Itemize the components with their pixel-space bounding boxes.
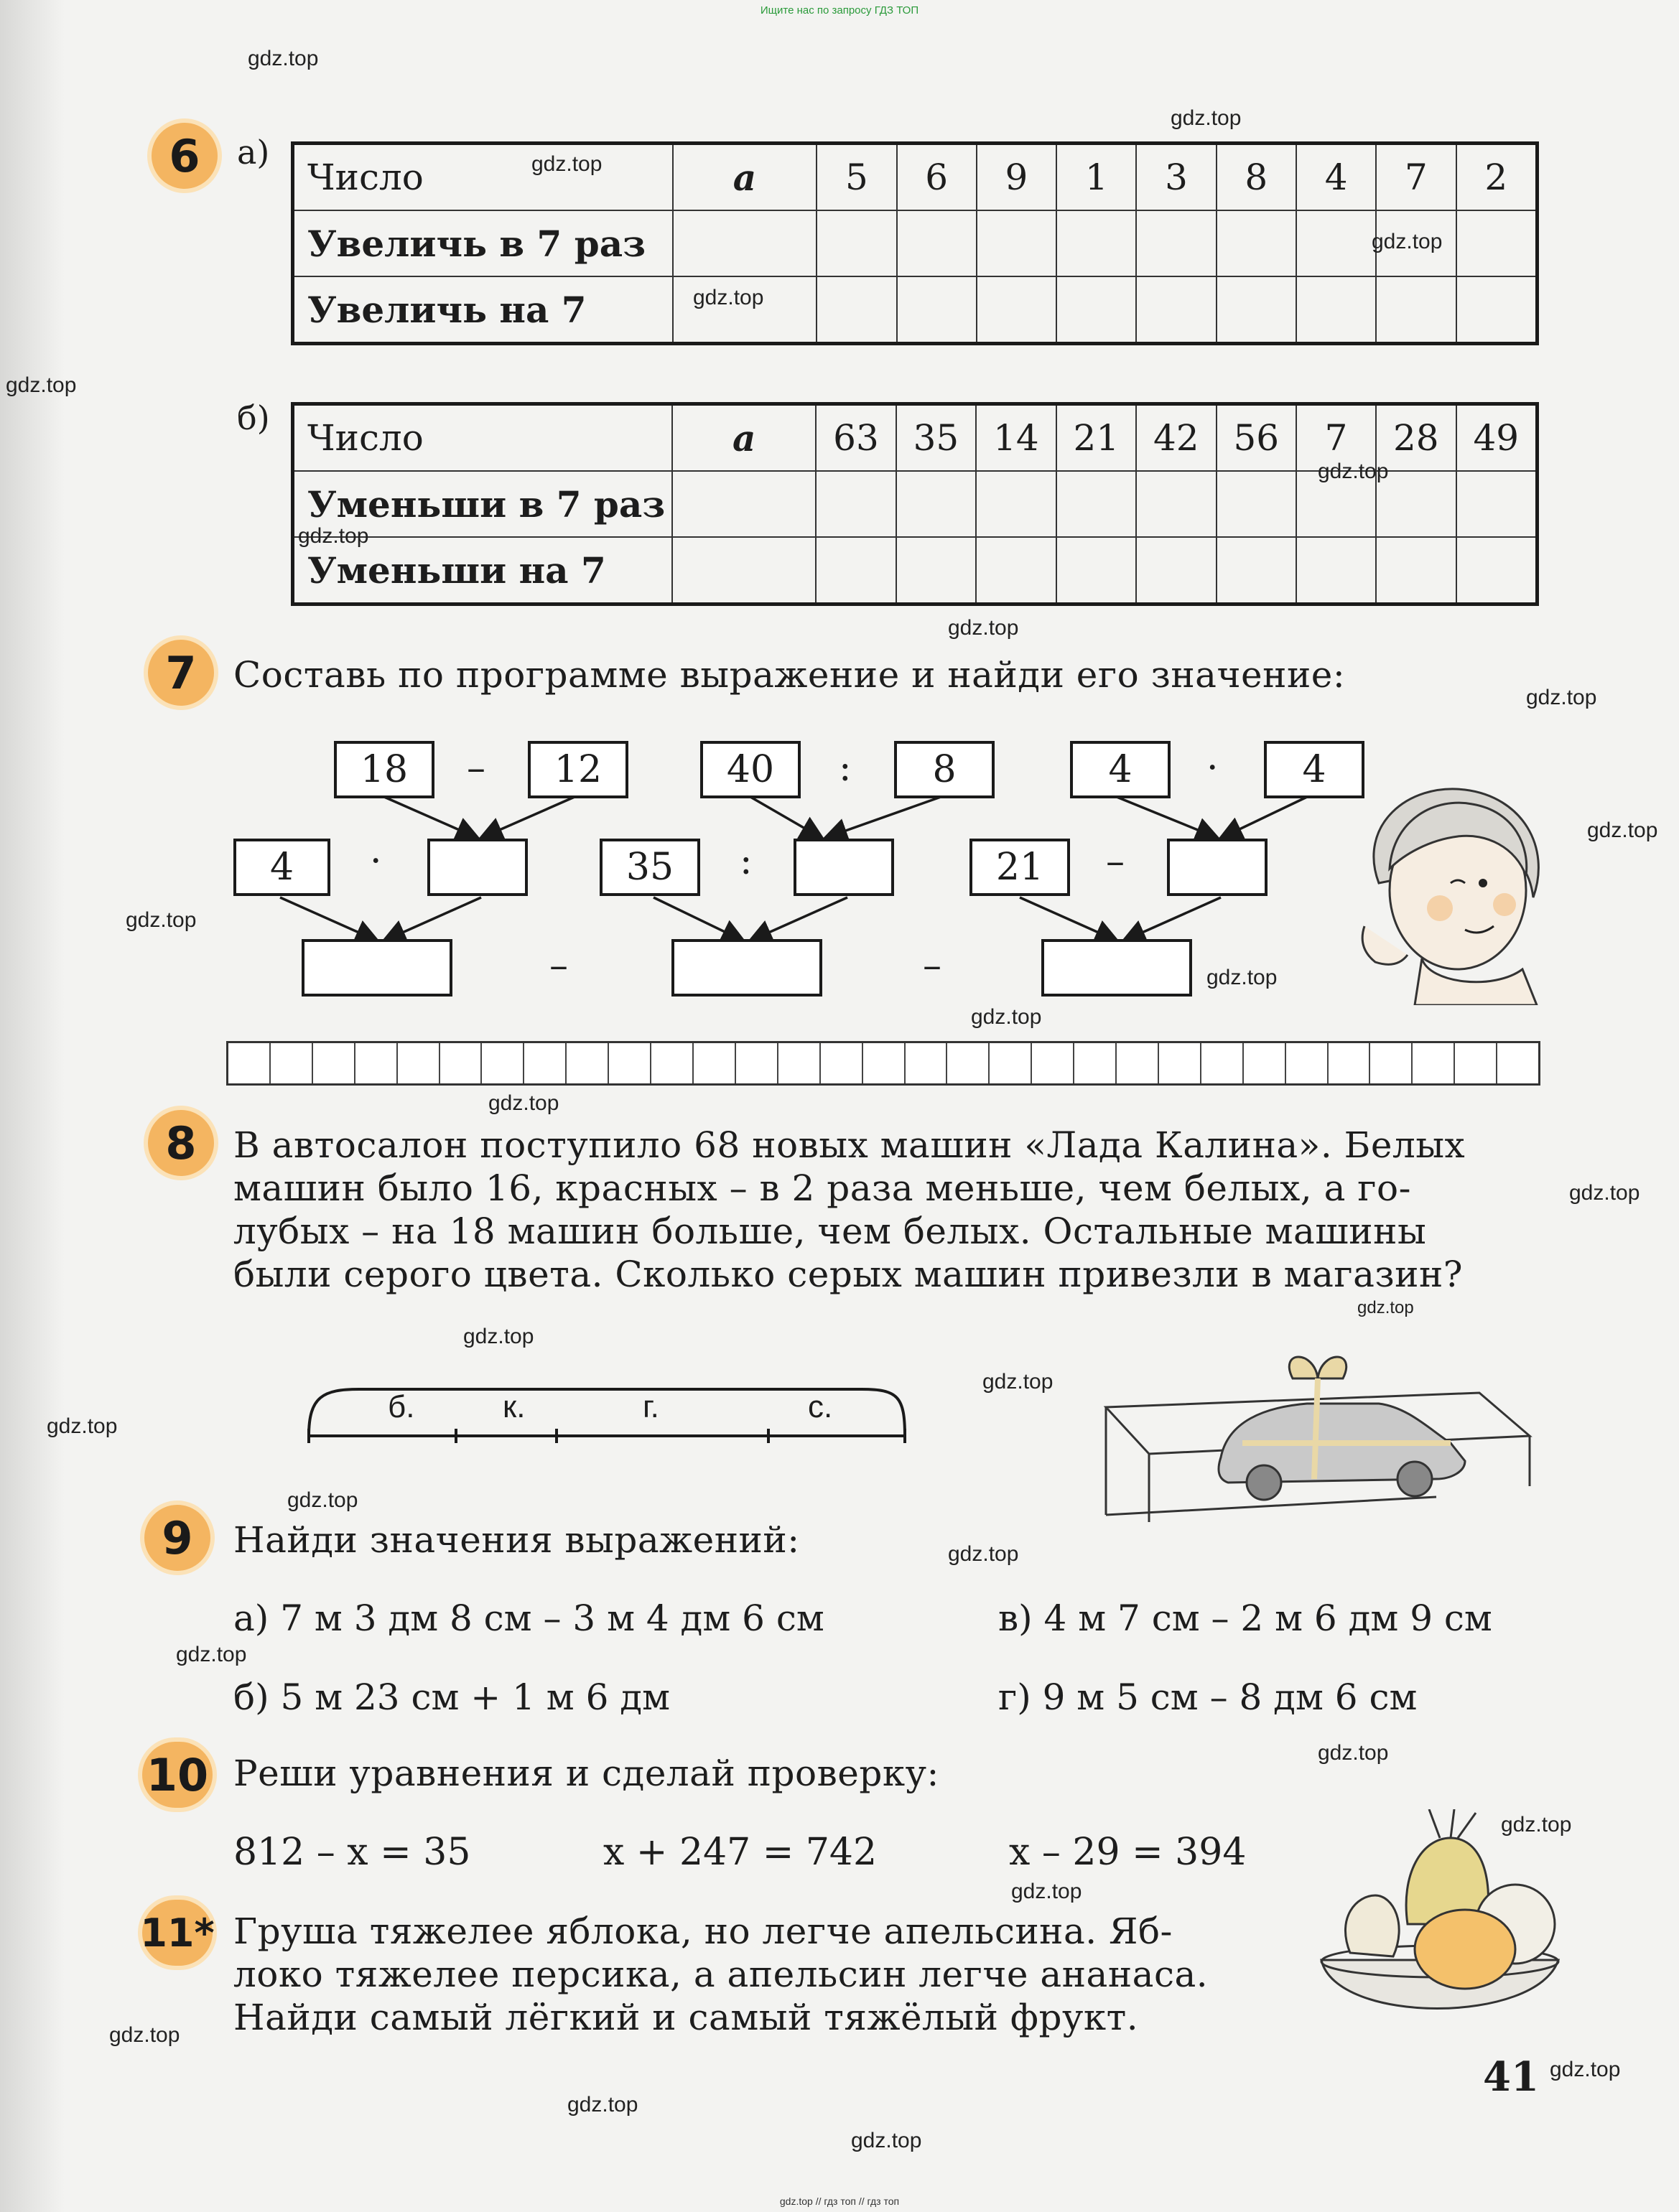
task8-badge: 8 [144, 1106, 218, 1180]
task9-b: б) 5 м 23 см + 1 м 6 дм [233, 1676, 670, 1718]
watermark: gdz.top [693, 286, 764, 309]
value-cell: 42 [1136, 404, 1216, 472]
watermark: gdz.top [1011, 1880, 1082, 1903]
value-cell: 1 [1056, 144, 1136, 211]
task10-eq1: 812 – x = 35 [233, 1831, 471, 1874]
task8-line2: машин было 16, красных – в 2 раза меньше, чем белых, а го- [233, 1167, 1411, 1209]
strip-cell[interactable] [1455, 1043, 1497, 1083]
task10-eq2: x + 247 = 742 [603, 1831, 878, 1874]
watermark: gdz.top [1318, 459, 1389, 483]
operator: – [1106, 840, 1125, 883]
answer-box[interactable] [1167, 839, 1268, 896]
value-cell: 2 [1456, 144, 1538, 211]
strip-cell[interactable] [440, 1043, 483, 1083]
value-cell: 63 [816, 404, 896, 472]
task9-text: Найди значения выражений: [233, 1519, 800, 1561]
watermark: gdz.top [567, 2093, 638, 2117]
strip-cell[interactable] [1117, 1043, 1159, 1083]
page-number: 41 [1483, 2053, 1539, 2101]
watermark: gdz.top [6, 373, 77, 397]
program-box: 8 [894, 741, 995, 798]
watermark: gdz.top [851, 2129, 922, 2152]
value-cell: 7 [1376, 144, 1456, 211]
program-box: 35 [600, 839, 700, 896]
value-cell: 4 [1296, 144, 1376, 211]
task11-line3: Найди самый лёгкий и самый тяжёлый фрукт. [233, 1997, 1139, 2038]
segment-label: б. [388, 1389, 415, 1424]
task6-badge: 6 [147, 118, 222, 193]
strip-cell[interactable] [228, 1043, 271, 1083]
task7-text: Составь по программе выражение и найди его значение: [233, 654, 1346, 696]
strip-cell[interactable] [736, 1043, 778, 1083]
program-box: 4 [1070, 741, 1171, 798]
watermark: gdz.top [463, 1325, 534, 1348]
task10-text: Реши уравнения и сделай проверку: [233, 1753, 939, 1794]
strip-cell[interactable] [567, 1043, 609, 1083]
task6b-label: б) [237, 398, 270, 437]
task10-badge: 10 [138, 1737, 217, 1812]
strip-cell[interactable] [1286, 1043, 1329, 1083]
watermark: gdz.top [287, 1488, 358, 1512]
top-banner[interactable]: Ищите нас по запросу ГДЗ ТОП [760, 4, 919, 17]
answer-strip[interactable] [226, 1041, 1540, 1086]
strip-cell[interactable] [609, 1043, 651, 1083]
strip-cell[interactable] [1032, 1043, 1074, 1083]
strip-cell[interactable] [651, 1043, 694, 1083]
answer-box[interactable] [671, 939, 822, 997]
strip-cell[interactable] [355, 1043, 398, 1083]
watermark: gdz.top [1372, 230, 1443, 253]
segment-label: к. [503, 1389, 526, 1424]
value-cell: 8 [1217, 144, 1296, 211]
watermark: gdz.top [948, 616, 1019, 640]
strip-cell[interactable] [990, 1043, 1032, 1083]
value-cell: 56 [1217, 404, 1296, 472]
strip-cell[interactable] [821, 1043, 863, 1083]
girl-illustration [1350, 783, 1566, 1005]
operator: · [370, 840, 382, 883]
segment-label: с. [808, 1389, 833, 1424]
operator: · [1206, 747, 1219, 790]
segment-label: г. [643, 1389, 659, 1424]
value-cell: 6 [897, 144, 977, 211]
watermark: gdz.top [47, 1414, 118, 1438]
bottom-banner[interactable]: gdz.top // гдз топ // гдз топ [779, 2195, 900, 2207]
task9-v: в) 4 м 7 см – 2 м 6 дм 9 см [998, 1597, 1492, 1639]
task11-line1: Груша тяжелее яблока, но легче апельсина. Яб- [233, 1910, 1173, 1952]
value-cell: 7 [1296, 404, 1376, 472]
program-box: 4 [1264, 741, 1364, 798]
task9-badge: 9 [140, 1501, 215, 1575]
watermark: gdz.top [1526, 686, 1597, 709]
fruit-bowl-illustration [1307, 1809, 1573, 2053]
answer-box[interactable] [302, 939, 452, 997]
strip-cell[interactable] [1370, 1043, 1413, 1083]
watermark: gdz.top [1318, 1741, 1389, 1765]
watermark: gdz.top [248, 47, 319, 70]
task8-line1: В автосалон поступило 68 новых машин «Лада Калина». Белых [233, 1124, 1466, 1166]
strip-cell[interactable] [947, 1043, 990, 1083]
program-box: 18 [334, 741, 434, 798]
strip-cell[interactable] [1201, 1043, 1244, 1083]
watermark: gdz.top [1501, 1813, 1572, 1837]
car-gift-illustration [1077, 1335, 1537, 1536]
variable-cell: a [672, 404, 816, 472]
value-cell: 9 [977, 144, 1056, 211]
strip-cell[interactable] [863, 1043, 906, 1083]
row-head: Уменьши на 7 [293, 537, 673, 605]
watermark: gdz.top [1206, 966, 1278, 989]
strip-cell[interactable] [398, 1043, 440, 1083]
watermark: gdz.top [948, 1542, 1019, 1566]
watermark: gdz.top [1569, 1181, 1640, 1205]
watermark: gdz.top [488, 1091, 559, 1115]
strip-cell[interactable] [1159, 1043, 1201, 1083]
program-box: 4 [233, 839, 330, 896]
task6a-label: а) [237, 133, 270, 172]
strip-cell[interactable] [1497, 1043, 1538, 1083]
strip-cell[interactable] [1074, 1043, 1117, 1083]
answer-box[interactable] [794, 839, 894, 896]
strip-cell[interactable] [313, 1043, 355, 1083]
value-cell: 21 [1056, 404, 1136, 472]
task8-line3: лубых – на 18 машин больше, чем белых. Остальные машины [233, 1210, 1427, 1252]
value-cell: 28 [1376, 404, 1456, 472]
watermark: gdz.top [1357, 1298, 1414, 1317]
watermark: gdz.top [1550, 2058, 1621, 2081]
program-box: 21 [969, 839, 1070, 896]
operator: – [923, 944, 941, 987]
operator: : [839, 747, 852, 790]
watermark: gdz.top [982, 1370, 1054, 1394]
watermark: gdz.top [1171, 106, 1242, 130]
task9-g: г) 9 м 5 см – 8 дм 6 см [998, 1676, 1418, 1718]
strip-cell[interactable] [524, 1043, 567, 1083]
program-box: 12 [528, 741, 628, 798]
watermark: gdz.top [531, 152, 603, 176]
task8-line4: были серого цвета. Сколько серых машин привезли в магазин? [233, 1254, 1464, 1295]
strip-cell[interactable] [694, 1043, 736, 1083]
task7-badge: 7 [144, 635, 218, 710]
row-head: Уменьши в 7 раз [293, 471, 673, 537]
row-head: Увеличь на 7 [293, 276, 673, 344]
watermark: gdz.top [126, 908, 197, 932]
strip-cell[interactable] [906, 1043, 948, 1083]
operator: : [740, 840, 753, 883]
variable-cell: a [673, 144, 817, 211]
strip-cell[interactable] [1244, 1043, 1286, 1083]
operator: – [467, 747, 485, 790]
strip-cell[interactable] [271, 1043, 313, 1083]
watermark: gdz.top [971, 1005, 1042, 1029]
watermark: gdz.top [109, 2023, 180, 2047]
value-cell: 49 [1456, 404, 1538, 472]
value-cell: 35 [896, 404, 976, 472]
row-head: Число [293, 404, 673, 472]
task11-badge: 11* [138, 1895, 217, 1970]
value-cell: 3 [1136, 144, 1216, 211]
task10-eq3: x – 29 = 394 [1009, 1831, 1247, 1874]
strip-cell[interactable] [1413, 1043, 1455, 1083]
answer-box[interactable] [427, 839, 528, 896]
strip-cell[interactable] [482, 1043, 524, 1083]
watermark: gdz.top [298, 524, 369, 548]
watermark: gdz.top [176, 1643, 247, 1666]
operator: – [549, 944, 568, 987]
value-cell: 14 [976, 404, 1056, 472]
value-cell: 5 [817, 144, 896, 211]
strip-cell[interactable] [1329, 1043, 1371, 1083]
strip-cell[interactable] [778, 1043, 821, 1083]
task11-line2: локо тяжелее персика, а апельсин легче ананаса. [233, 1954, 1209, 1995]
program-box: 40 [700, 741, 801, 798]
row-head: Увеличь в 7 раз [293, 210, 673, 276]
row-head: Число [293, 144, 673, 211]
task9-a: а) 7 м 3 дм 8 см – 3 м 4 дм 6 см [233, 1597, 824, 1639]
watermark: gdz.top [1587, 818, 1658, 842]
answer-box[interactable] [1041, 939, 1192, 997]
